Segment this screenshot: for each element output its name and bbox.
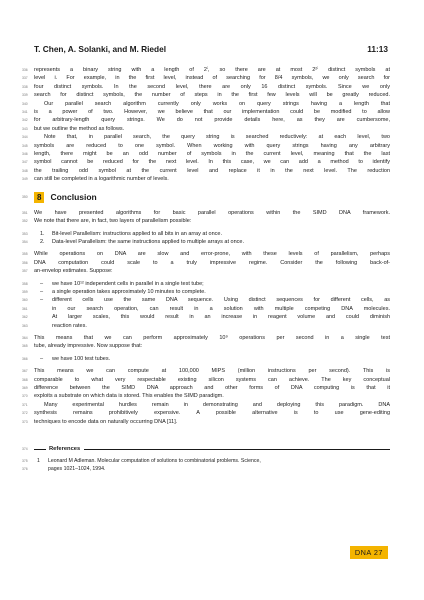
text-line — [22, 217, 390, 225]
line-number: 336 — [22, 68, 28, 72]
line-text: represents a binary string with a length of 2ⁱ, so there are at most 2²ⁱ distinct symbols at — [34, 67, 390, 73]
line-text: an-envelop estimates. Suppose: — [34, 268, 113, 275]
reference-list — [22, 457, 390, 473]
list-item-text: Bit-level Parallelism: instructions applied to all bits in an array at once. — [52, 230, 222, 237]
line-number: 369 — [22, 386, 28, 390]
line-text: length, there might be an odd number of symbols in the current level, meaning that the last — [34, 151, 390, 158]
line-text: four distinct symbols. In the second level, there are only 16 distinct symbols. Since we only — [34, 83, 390, 90]
line-number: 365 — [22, 344, 28, 349]
list-item — [22, 288, 390, 296]
line-number: 349 — [22, 177, 28, 182]
line-number: 356 — [22, 260, 28, 265]
paragraph-mips — [22, 367, 390, 426]
section-title: Conclusion — [50, 192, 97, 203]
line-number: 342 — [22, 118, 28, 123]
list-marker: 2. — [40, 238, 45, 245]
line-text: the trailing odd symbol at the current level and replace it in the next level. The reduction — [34, 167, 390, 174]
text-line — [22, 367, 390, 375]
line-text: While operations on DNA are slow and error-prone, with these levels of parallelism, perhaps — [34, 251, 390, 258]
line-number: 357 — [22, 269, 28, 274]
list-marker: – — [40, 355, 44, 362]
text-line — [22, 142, 390, 150]
list-item-text: in our search operation, can result in a solution with multiple competing DNA molecules. — [52, 305, 390, 312]
list-item — [22, 280, 390, 288]
line-number: 347 — [22, 160, 28, 165]
text-line — [22, 158, 390, 166]
line-number: 358 — [22, 281, 28, 286]
list-marker: – — [40, 297, 44, 304]
text-line — [22, 418, 390, 426]
line-number: 346 — [22, 152, 28, 157]
line-text: This means that we can perform approximately 10⁹ operations per second in a single test — [34, 334, 390, 341]
line-number: 363 — [22, 323, 28, 328]
text-line — [22, 100, 390, 108]
list-item-continued — [22, 322, 390, 330]
line-number: 364 — [22, 335, 28, 340]
line-text: for arbitrary-length query strings. We do not provide details here, as they are cumbersome, — [34, 117, 390, 124]
parallelism-list — [22, 230, 390, 247]
paragraph-throughput — [22, 334, 390, 351]
line-text: level i. For example, in the first level, instead of searching for 8/4 symbols, we only search for — [34, 75, 390, 82]
line-text: is a power of two. However, we believe that our implementation could be modified to allow — [34, 109, 390, 116]
text-line — [22, 392, 390, 400]
text-line — [22, 342, 390, 350]
list-item-continued — [22, 305, 390, 313]
list-item — [22, 230, 390, 238]
line-text: difference between the SIMD DNA approach and other forms of DNA computing is that it — [34, 385, 390, 391]
line-number: 367 — [22, 369, 28, 374]
line-number: 359 — [22, 289, 28, 294]
header-authors: T. Chen, A. Solanki, and M. Riedel — [34, 44, 167, 54]
text-line — [22, 209, 390, 217]
line-number: 341 — [22, 110, 28, 115]
heading-rule — [84, 449, 390, 450]
list-item-text: reaction rates. — [52, 322, 87, 329]
text-line — [22, 250, 390, 258]
line-text: exploits a substrate on which data is stored. This enables the SIMD paradigm. — [34, 393, 224, 400]
paragraph-parallel-search — [22, 66, 390, 184]
line-number: 350 — [22, 195, 28, 200]
line-number: 361 — [22, 306, 28, 311]
list-item — [22, 355, 390, 363]
text-line — [22, 74, 390, 82]
text-line — [22, 133, 390, 141]
text-line — [22, 267, 390, 275]
paragraph-estimates — [22, 250, 390, 275]
line-text: Many experimental hurdles remain in demonstrating and deploying this paradigm. DNA — [44, 401, 390, 408]
text-line — [22, 125, 390, 133]
conference-tag: DNA 27 — [350, 546, 388, 559]
line-number: 352 — [22, 219, 28, 224]
list-item-text: a single operation takes approximately 10 minutes to complete. — [52, 288, 206, 295]
header-page-number: 11:13 — [367, 44, 388, 54]
line-number: 373 — [22, 419, 28, 424]
section-heading — [22, 192, 390, 203]
text-line — [22, 259, 390, 267]
line-text: We note that there are, in fact, two layers of parallelism possible: — [34, 218, 192, 225]
list-item-continued — [22, 313, 390, 321]
list-marker: – — [40, 288, 44, 295]
list-marker: 1. — [40, 230, 45, 237]
line-text: comparable to what very respectable existing silicon systems can achieve. The key conceptual — [34, 376, 390, 383]
line-number: 376 — [22, 467, 28, 472]
line-number: 354 — [22, 239, 28, 244]
test-tube-list — [22, 355, 390, 363]
reference-item-continued — [22, 465, 390, 473]
list-item — [22, 238, 390, 246]
text-line — [22, 409, 390, 417]
line-number: 372 — [22, 411, 28, 416]
list-marker: – — [40, 280, 44, 287]
reference-item — [22, 457, 390, 465]
line-text: We have presented algorithms for basic parallel operations within the SIMD DNA framework. — [34, 209, 390, 216]
line-text: This means we can compute at 100,000 MIPS (million instructions per second). This is — [34, 368, 390, 375]
reference-text: Leonard M Adleman. Molecular computation of solutions to combinatorial problems. Science, — [48, 458, 261, 465]
references-title: References — [49, 446, 81, 453]
line-number: 343 — [22, 126, 28, 131]
line-text: but we outline the method as follows. — [34, 125, 125, 132]
line-number: 375 — [22, 459, 28, 464]
reference-text: pages 1021–1024, 1994. — [48, 466, 106, 473]
line-number: 337 — [22, 76, 28, 81]
list-item-text: we have 100 test tubes. — [52, 355, 111, 362]
line-text: Our parallel search algorithm currently only works on query strings having a length that — [44, 100, 390, 107]
list-item — [22, 296, 390, 304]
section-number-badge: 8 — [34, 192, 44, 203]
text-line — [22, 401, 390, 409]
list-item-text: At larger scales, this would result in an increase in reagent volume and could diminish — [52, 314, 390, 321]
line-text: search for distinct symbols, the number of steps in the first few levels will be greatly reduced. — [34, 92, 390, 99]
line-number: 360 — [22, 298, 28, 303]
text-line — [22, 334, 390, 342]
running-header — [34, 44, 388, 54]
text-line — [22, 150, 390, 158]
heading-rule — [34, 449, 46, 450]
text-line — [22, 175, 390, 183]
line-number: 340 — [22, 101, 28, 106]
text-line — [22, 91, 390, 99]
line-text: techniques to encode data on naturally occurring DNA [11]. — [34, 418, 178, 425]
line-number: 366 — [22, 356, 28, 361]
line-text: can still be completed in a logarithmic number of levels. — [34, 176, 169, 183]
text-line — [22, 116, 390, 124]
text-line — [22, 376, 390, 384]
line-number: 338 — [22, 84, 28, 89]
line-text: Note that, in parallel search, the query string is searched reductively: at each level, two — [44, 134, 390, 141]
line-text: DNA computation could scale to a truly impressive regime. Consider the following back-of- — [34, 259, 390, 266]
line-text: tube, already impressive. Now suppose that: — [34, 343, 143, 350]
text-line — [22, 83, 390, 91]
line-number: 351 — [22, 210, 28, 215]
line-number: 348 — [22, 168, 28, 173]
list-item-text: Data-level Parallelism: the same instructions applied to multiple arrays at once. — [52, 238, 244, 245]
line-number: 353 — [22, 231, 28, 236]
text-line — [22, 384, 390, 392]
text-line — [22, 108, 390, 116]
line-number: 374 — [22, 447, 28, 452]
line-number: 370 — [22, 394, 28, 399]
line-number: 355 — [22, 252, 28, 257]
line-text: symbols are reduced to one symbol. When working with query strings having any arbitrary — [34, 142, 390, 149]
line-number: 344 — [22, 135, 28, 140]
line-number: 339 — [22, 93, 28, 98]
list-item-text: we have 10¹² independent cells in parallel in a single test tube; — [52, 280, 204, 287]
line-text: symbol cannot be reduced for the next level. In this case, we can add a method to identify — [34, 159, 390, 166]
assumption-list — [22, 280, 390, 330]
line-number: 368 — [22, 377, 28, 382]
line-number: 345 — [22, 143, 28, 148]
list-item-text: different cells use the same DNA sequence. Using distinct sequences for different cells, as — [52, 297, 390, 304]
references-heading — [22, 446, 390, 453]
paragraph-conclusion-intro — [22, 209, 390, 226]
line-text: synthesis remains prohibitively expensive. A possible alternative is to use gene-editing — [34, 410, 390, 417]
line-number: 362 — [22, 315, 28, 320]
text-line — [22, 167, 390, 175]
page-body — [22, 66, 390, 473]
reference-number: 1 — [37, 458, 40, 465]
line-number: 371 — [22, 402, 28, 407]
text-line — [22, 66, 390, 74]
